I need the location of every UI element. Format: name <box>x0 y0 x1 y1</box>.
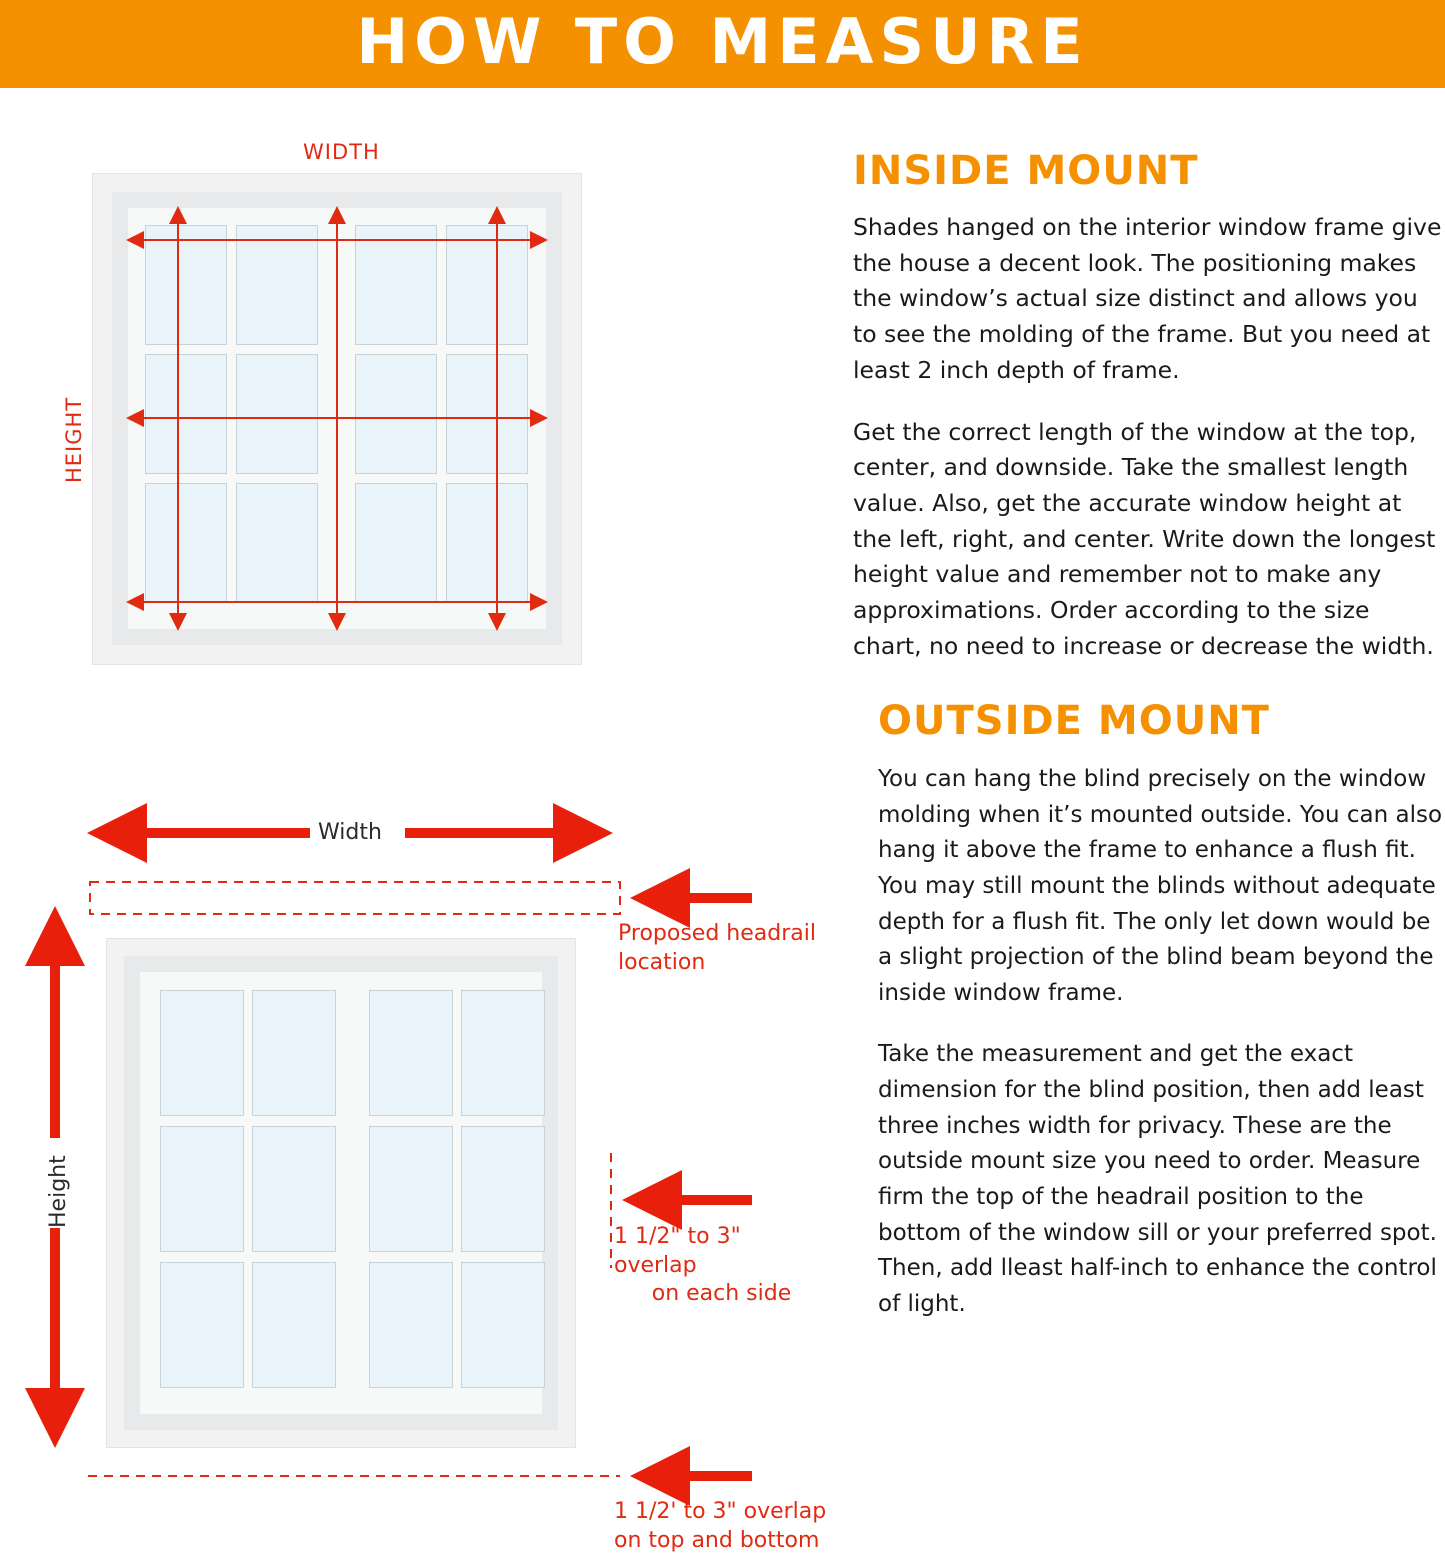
page-title: HOW TO MEASURE <box>356 5 1089 78</box>
header-bar <box>0 0 1445 88</box>
outside-measurement-arrows <box>0 698 830 1445</box>
outside-mount-heading: OUTSIDE MOUNT <box>878 698 1270 744</box>
outside-mount-paragraph-1: You can hang the blind precisely on the window molding when it’s mounted outside. You can also hang it above the frame to enhance a flush fit. You may still mount the blinds without adequate depth for a flush fit. The only let down would be a slight projection of the blind beam beyond the inside window frame. <box>878 766 1443 1006</box>
outside-mount-diagram <box>0 698 830 1553</box>
headrail-note-line1: Proposed headrail <box>618 921 816 946</box>
headrail-note <box>618 920 828 977</box>
topbottom-overlap-line2: on top and bottom <box>614 1527 820 1553</box>
text-column <box>840 88 1445 1445</box>
inside-measurement-arrows <box>0 88 830 698</box>
diagrams-column <box>0 88 830 1553</box>
outside-mount-paragraph-2: Take the measurement and get the exact dimension for the blind position, then add least three inches width for privacy. These are the outside mount size you need to order. Measure firm the top of the headrail position to the bottom of the window sill or your preferred spot. Then, add lleast half-inch to enhance the control of light. <box>878 1041 1437 1317</box>
side-overlap-line2: on each side <box>651 1281 792 1307</box>
inside-mount-diagram <box>0 88 830 698</box>
outside-height-label: Height <box>46 1155 71 1228</box>
side-overlap-line1: 1 1/2" to 3" overlap <box>614 1224 741 1278</box>
headrail-note-line2: location <box>618 949 706 975</box>
side-overlap-note <box>614 1223 829 1309</box>
topbottom-overlap-note <box>614 1498 829 1555</box>
topbottom-overlap-line1: 1 1/2' to 3" overlap <box>614 1499 827 1524</box>
inside-width-label: WIDTH <box>303 140 380 164</box>
inside-mount-section <box>853 148 1445 691</box>
inside-height-label: HEIGHT <box>62 396 86 483</box>
outside-mount-section <box>878 698 1445 1349</box>
outside-width-label: Width <box>318 820 382 845</box>
inside-mount-paragraph-2: Get the correct length of the window at the top, center, and downside. Take the smallest length value. Also, get the accurate window height at the left, right, and center. Write down the longest height value and remember not to make any approximations. Order according to the size chart, no need to increase or decrease the width. <box>853 417 1436 660</box>
inside-mount-heading: INSIDE MOUNT <box>853 148 1199 194</box>
inside-mount-paragraph-1: Shades hanged on the interior window frame give the house a decent look. The positioning makes the window’s actual size distinct and allows you to see the molding of the frame. But you need at least 2 inch depth of frame. <box>853 213 1442 384</box>
